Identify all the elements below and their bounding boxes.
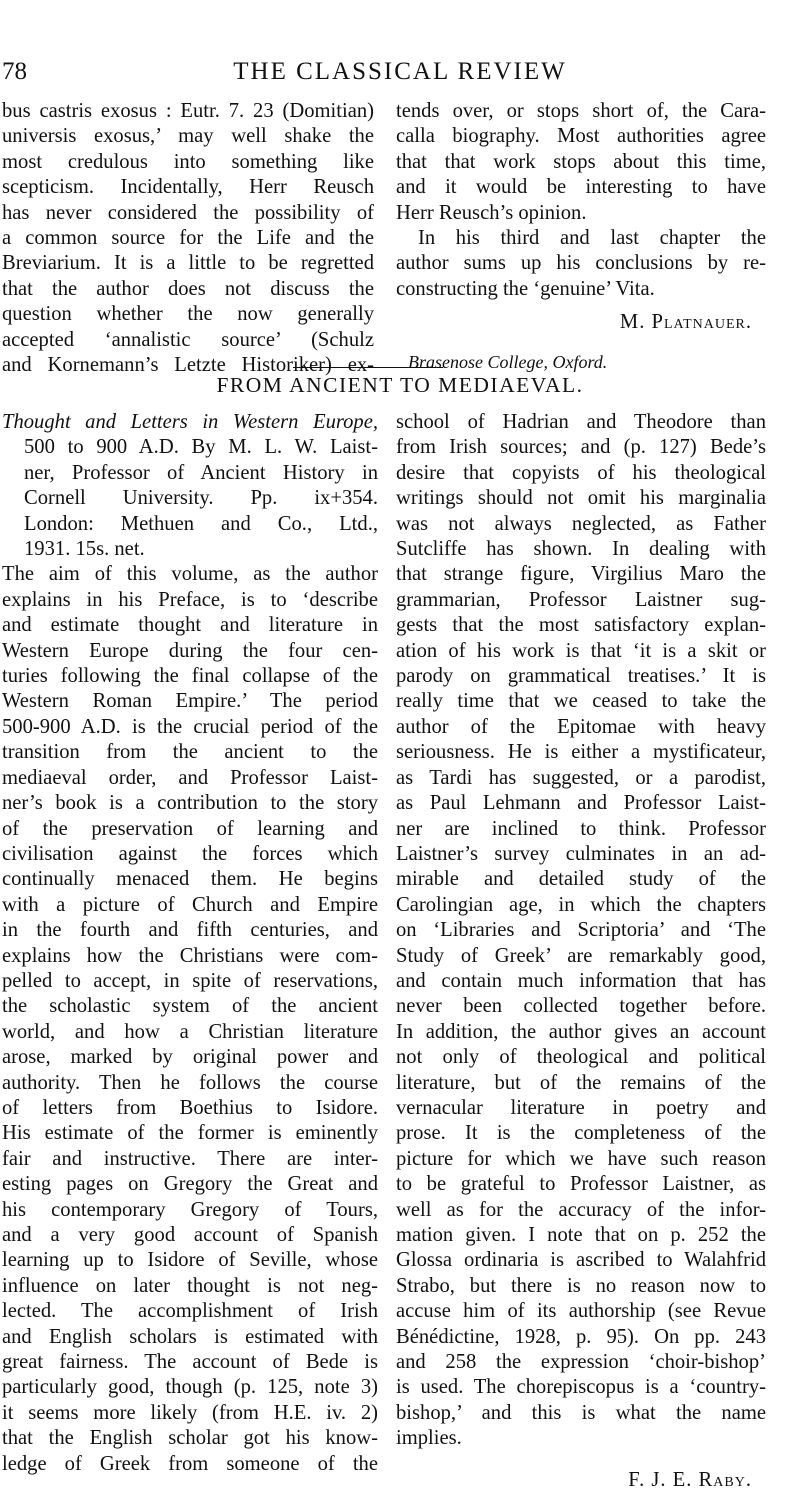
previous-review-left-column [2,99,374,378]
text-line: grammarian, Professor Laistner sug- [396,588,766,611]
text-line: picture for which we have such reason [396,1147,766,1170]
text-line: his contemporary Gregory of Tours, [2,1198,378,1221]
text-line: ner are inclined to think. Professor [396,817,766,840]
text-line: and 258 the expression ‘choir-bishop’ [396,1351,766,1374]
text-line: mirable and detailed study of the [396,868,766,891]
text-line: school of Hadrian and Theodore than [396,411,766,433]
text-line: that strange figure, Virgilius Maro the [396,563,766,586]
text-line: bus castris exosus : Eutr. 7. 23 (Domitian) [2,100,374,122]
text-line: is used. The chorepiscopus is a ‘country- [396,1376,766,1399]
text-line: that the author does not discuss the [2,277,374,300]
section-divider [293,367,443,368]
text-line: prose. It is the completeness of the [396,1122,766,1145]
text-line: pelled to accept, in spite of reservations, [2,969,378,992]
text-line: great fairness. The account of Bede is [2,1351,378,1374]
review-left-column [2,410,378,1477]
text-line: fair and instructive. There are inter- [2,1147,378,1170]
text-line: of letters from Boethius to Isidore. [2,1096,378,1119]
text-line: Laistner’s survey culminates in an ad- [396,842,766,865]
text-line: Herr Reusch’s opinion. [396,201,587,224]
text-line: well as for the accuracy of the infor- [396,1198,766,1221]
text-line: and English scholars is estimated with [2,1325,378,1348]
text-line: as Tardi has suggested, or a parodist, [396,766,766,789]
text-line: in the fourth and fifth centuries, and [2,919,378,942]
text-line: In addition, the author gives an account [396,1020,766,1043]
text-line: accepted ‘annalistic source’ (Schulz [2,328,374,351]
text-line: has never considered the possibility of [2,201,374,224]
text-line: turies following the final collapse of the [2,665,378,688]
text-line: on ‘Libraries and Scriptoria’ and ‘The [396,919,766,942]
text-line: Thought and Letters in Western Europe, [2,411,378,433]
text-line: was not always neglected, as Father [396,512,766,535]
text-line: In his third and last chapter the [418,227,766,250]
text-line: mediaeval order, and Professor Laist- [2,766,378,789]
text-line: and estimate thought and literature in [2,614,378,637]
reviewer-signature: M. Platnauer. [619,311,752,334]
text-line: with a picture of Church and Empire [2,893,378,916]
text-line: that the English scholar got his know- [2,1427,378,1450]
text-line: universis exosus,’ may well shake the [2,125,374,148]
text-line: author of the Epitomae with heavy [396,715,766,738]
text-line: really time that we ceased to take the [396,690,766,713]
text-line: 500 to 900 A.D. By M. L. W. Laist- [24,436,378,459]
review-right-column [396,410,766,1493]
text-line: Western Roman Empire.’ The period [2,690,378,713]
text-line: mation given. I note that on p. 252 the [396,1224,766,1246]
text-line: explains how the Christians were com- [2,944,378,967]
text-line: 500-900 A.D. is the crucial period of the [2,715,378,738]
text-line: learning up to Isidore of Seville, whose [2,1249,378,1272]
text-line: a common source for the Life and the [2,227,374,250]
text-line: ation of his work is that ‘it is a skit or [396,639,766,662]
text-line: influence on later thought is not neg- [2,1274,378,1297]
text-line: ner’s book is a contribution to the story [2,792,378,815]
text-line: as Paul Lehmann and Professor Laist- [396,792,766,815]
text-line: scepticism. Incidentally, Herr Reusch [2,176,374,199]
text-line: London: Methuen and Co., Ltd., [24,512,378,535]
text-line: author sums up his conclusions by re- [396,252,766,275]
text-line: and Kornemann’s Letzte Historiker) ex- [2,354,374,377]
text-line: ledge of Greek from someone of the [2,1452,378,1475]
text-line: it seems more likely (from H.E. iv. 2) [2,1401,378,1424]
text-line: and it would be interesting to have [396,176,766,199]
text-line: from Irish sources; and (p. 127) Bede’s [396,436,766,459]
text-line: bishop,’ and this is what the name [396,1401,766,1424]
text-line: ner, Professor of Ancient History in [24,461,378,484]
text-line: not only of theological and political [396,1046,766,1069]
text-line: writings should not omit his marginalia [396,487,766,510]
text-line: transition from the ancient to the [2,741,378,764]
text-line: accuse him of its authorship (see Revue [396,1300,766,1323]
text-line: literature, but of the remains of the [396,1071,766,1094]
text-line: seriousness. He is either a mystificateur, [396,741,766,764]
text-line: authority. Then he follows the course [2,1071,378,1094]
journal-title: THE CLASSICAL REVIEW [233,58,567,85]
text-line: explains in his Preface, is to ‘describe [2,588,378,611]
text-line: Western Europe during the four cen- [2,639,378,662]
reviewer-signature: F. J. E. Raby. [628,1468,752,1491]
text-line: question whether the now generally [2,303,374,326]
text-line: of the preservation of learning and [2,817,378,840]
text-line: and a very good account of Spanish [2,1224,378,1246]
text-line: The aim of this volume, as the author [2,563,378,586]
text-line: lected. The accomplishment of Irish [2,1300,378,1323]
text-line: continually menaced them. He begins [2,868,378,891]
section-title: FROM ANCIENT TO MEDIAEVAL. [216,373,584,397]
text-line: implies. [396,1427,462,1450]
text-line: and contain much information that has [396,969,766,992]
text-line: His estimate of the former is eminently [2,1122,378,1145]
text-line: Glossa ordinaria is ascribed to Walahfrid [396,1249,766,1272]
text-line: Breviarium. It is a little to be regretted [2,252,374,275]
text-line: parody on grammatical treatises.’ It is [396,665,766,688]
text-line: civilisation against the forces which [2,842,378,865]
text-line: never been collected together before. [396,995,766,1018]
text-line: the scholastic system of the ancient [2,995,378,1018]
text-line: desire that copyists of his theological [396,461,766,484]
text-line: tends over, or stops short of, the Cara- [396,100,766,122]
text-line: esting pages on Gregory the Great and [2,1173,378,1196]
text-line: to be grateful to Professor Laistner, as [396,1173,766,1196]
running-header [0,58,800,94]
text-line: that that work stops about this time, [396,150,766,173]
text-line: Carolingian age, in which the chapters [396,893,766,916]
text-line: Cornell University. Pp. ix+354. [24,487,378,510]
previous-review-right-column [396,99,766,375]
text-line: constructing the ‘genuine’ Vita. [396,277,655,300]
reviewer-affiliation: Brasenose College, Oxford. [408,351,608,372]
text-line: vernacular literature in poetry and [396,1096,766,1119]
text-line: Study of Greek’ are remarkably good, [396,944,766,967]
text-line: Bénédictine, 1928, p. 95). On pp. 243 [396,1325,766,1348]
text-line: most credulous into something like [2,150,374,173]
text-line: Strabo, but there is no reason now to [396,1274,766,1297]
text-line: gests that the most satisfactory explan- [396,614,766,637]
text-line: particularly good, though (p. 125, note 3) [2,1376,378,1399]
text-line: 1931. 15s. net. [24,538,145,561]
text-line: Sutcliffe has shown. In dealing with [396,538,766,561]
page-number: 78 [2,58,27,85]
text-line: calla biography. Most authorities agree [396,125,766,148]
text-line: arose, marked by original power and [2,1046,378,1069]
text-line: world, and how a Christian literature [2,1020,378,1043]
